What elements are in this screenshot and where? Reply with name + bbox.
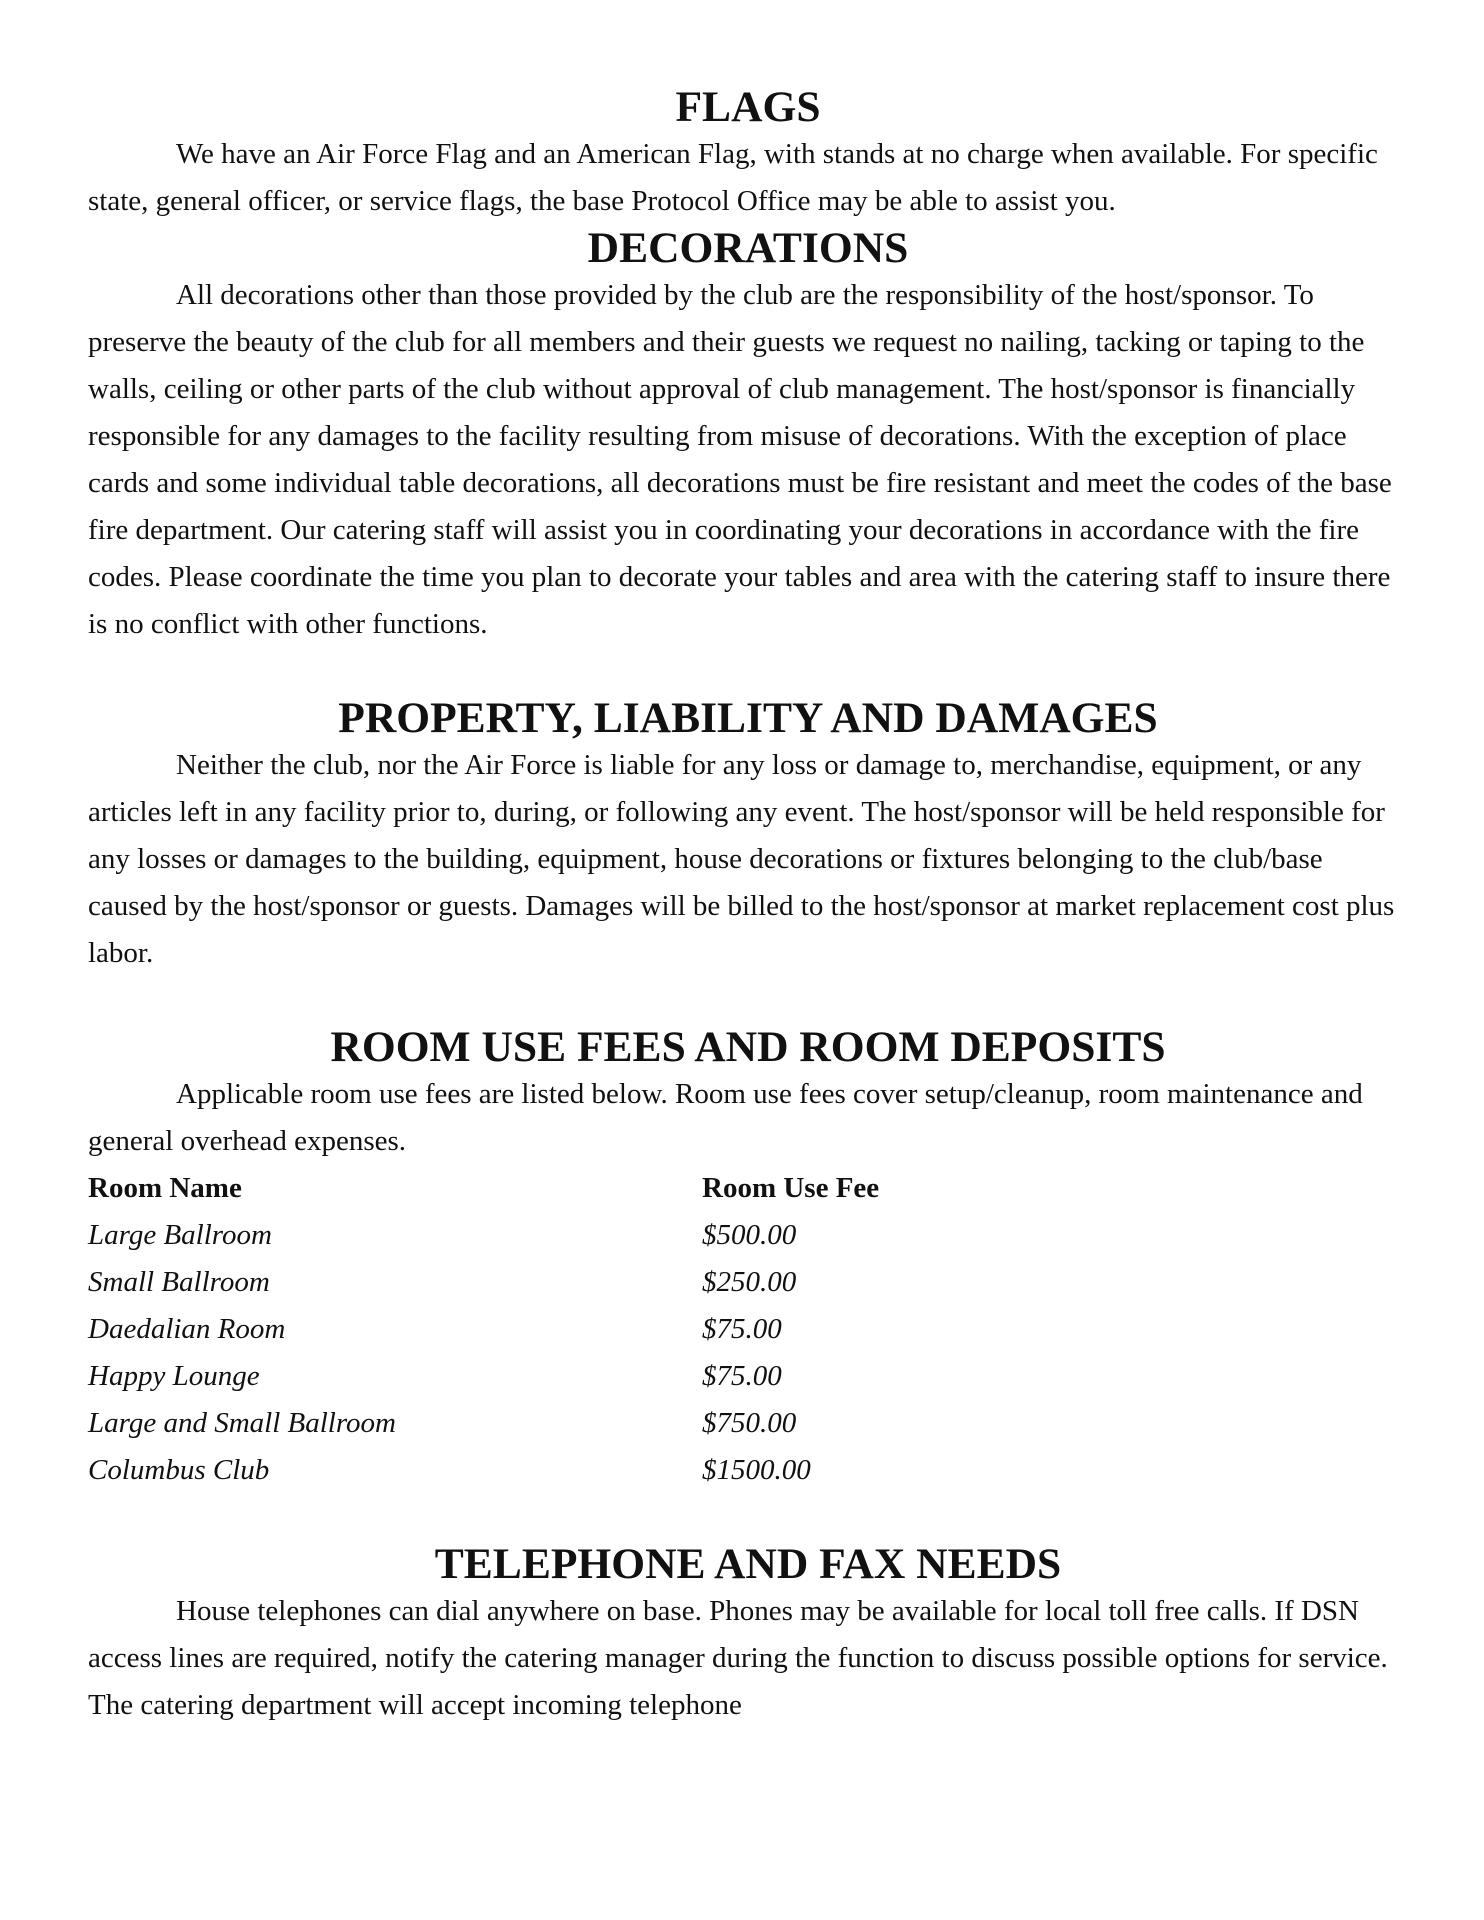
property-heading: PROPERTY, LIABILITY AND DAMAGES: [338, 694, 1158, 742]
flags-heading: FLAGS: [675, 83, 821, 131]
room-fee-cell: $500.00: [702, 1219, 797, 1251]
table-row: [88, 1212, 1408, 1259]
room-fee-cell: $75.00: [702, 1360, 782, 1392]
table-row: [88, 1400, 1408, 1447]
room-name-cell: Small Ballroom: [88, 1266, 270, 1298]
telephone-paragraph: House telephones can dial anywhere on base. Phones may be available for local toll free calls. If DSN access lines are required, notify the catering manager during the function to discuss possible options for service. The catering department will accept incoming telephone: [88, 1595, 1388, 1721]
table-row: [88, 1353, 1408, 1400]
room-fee-cell: $1500.00: [702, 1454, 811, 1486]
fees-heading: ROOM USE FEES AND ROOM DEPOSITS: [330, 1023, 1166, 1071]
section-spacer: [88, 1494, 1408, 1541]
table-row: [88, 1447, 1408, 1494]
fees-paragraph: Applicable room use fees are listed below. Room use fees cover setup/cleanup, room maintenance and general overhead expenses.: [88, 1078, 1363, 1157]
section-spacer: [88, 977, 1408, 1024]
property-paragraph: Neither the club, nor the Air Force is liable for any loss or damage to, merchandise, equipment, or any articles left in any facility prior to, during, or following any event. The host/sponsor will be held responsible for any losses or damages to the building, equipment, house decorations or fixtures belonging to the club/base caused by the host/sponsor or guests. Damages will be billed to the host/sponsor at market replacement cost plus labor.: [88, 749, 1395, 969]
room-name-cell: Columbus Club: [88, 1454, 270, 1486]
column-header-room-use-fee: Room Use Fee: [702, 1172, 880, 1204]
room-fee-table: [88, 1165, 1408, 1494]
table-row: [88, 1259, 1408, 1306]
decorations-paragraph: All decorations other than those provided by the club are the responsibility of the host/sponsor. To preserve the beauty of the club for all members and their guests we request no nailing, tacking or taping to the walls, ceiling or other parts of the club without approval of club management. The host/sponsor is financially responsible for any damages to the facility resulting from misuse of decorations. With the exception of place cards and some individual table decorations, all decorations must be fire resistant and meet the codes of the base fire department. Our catering staff will assist you in coordinating your decorations in accordance with the fire codes. Please coordinate the time you plan to decorate your tables and area with the catering staff to insure there is no conflict with other functions.: [88, 279, 1392, 640]
room-fee-cell: $250.00: [702, 1266, 797, 1298]
room-name-cell: Daedalian Room: [88, 1313, 286, 1345]
column-header-room-name: Room Name: [88, 1172, 242, 1204]
document-page: [88, 84, 1408, 1729]
decorations-heading: DECORATIONS: [587, 224, 909, 272]
room-name-cell: Happy Lounge: [88, 1360, 260, 1392]
telephone-heading: TELEPHONE AND FAX NEEDS: [434, 1540, 1062, 1588]
room-name-cell: Large and Small Ballroom: [88, 1407, 396, 1439]
table-header-row: [88, 1165, 1408, 1212]
room-fee-cell: $75.00: [702, 1313, 782, 1345]
flags-paragraph: We have an Air Force Flag and an American Flag, with stands at no charge when available. For specific state, general officer, or service flags, the base Protocol Office may be able to assist you.: [88, 138, 1378, 217]
room-name-cell: Large Ballroom: [88, 1219, 272, 1251]
room-fee-cell: $750.00: [702, 1407, 797, 1439]
section-spacer: [88, 648, 1408, 695]
table-row: [88, 1306, 1408, 1353]
